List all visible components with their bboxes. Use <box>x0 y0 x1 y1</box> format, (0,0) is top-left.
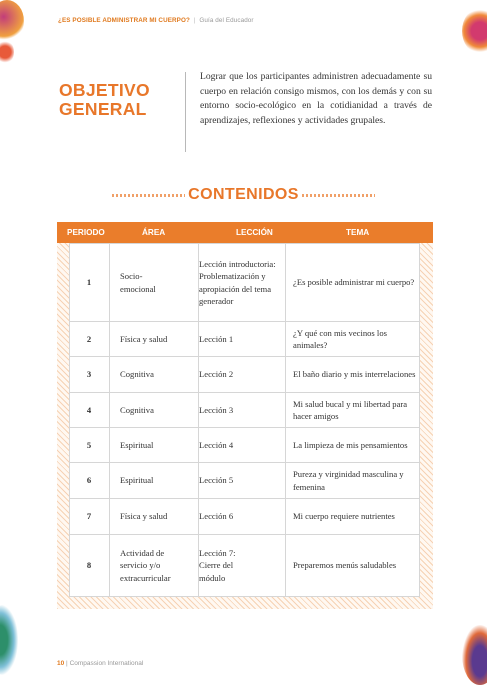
cell-leccion: Lección 4 <box>199 439 234 450</box>
table-grid <box>69 243 420 597</box>
objective-text: Lograr que los participantes administren adecuadamente su cuerpo en relación consigo mismos, con los demás y con su entorno socio-ecológico en la cotidianidad a través de aprendizajes, reflexiones y actividades grupales. <box>200 71 432 126</box>
header-tema: TEMA <box>346 228 370 237</box>
paint-splatter-bottom-right <box>462 625 487 685</box>
guide-title: ¿ES POSIBLE ADMINISTRAR MI CUERPO? <box>58 17 190 24</box>
paint-splatter-top-right <box>462 8 487 54</box>
paint-splatter-bottom-left <box>0 605 18 675</box>
header-area: ÁREA <box>142 228 166 237</box>
cell-tema: La limpieza de mis pensamientos <box>293 439 408 450</box>
header-periodo: PERIODO <box>67 228 105 237</box>
paint-splatter-top-left-2 <box>0 40 14 64</box>
cell-leccion-text: Lección 7: Cierre del módulo <box>199 547 236 583</box>
cell-periodo: 4 <box>86 404 92 415</box>
page-number: 10 <box>57 660 65 667</box>
cell-periodo: 1 <box>86 277 92 288</box>
cell-leccion-text: Lección introductoria: Problematización y apropiación del tema generador <box>199 258 276 306</box>
cell-leccion <box>199 244 279 321</box>
cell-periodo: 5 <box>86 439 92 450</box>
table-body-frame <box>57 243 433 609</box>
header-leccion: LECCIÓN <box>236 228 273 237</box>
cell-periodo: 8 <box>86 560 92 571</box>
objective-title-line2: GENERAL <box>59 99 147 119</box>
cell-tema: El baño diario y mis interrelaciones <box>293 369 416 380</box>
cell-tema: Mi cuerpo requiere nutrientes <box>293 511 395 522</box>
cell-area: Cognitiva <box>120 369 154 380</box>
cell-leccion: Lección 5 <box>199 475 234 486</box>
objective-divider <box>185 72 186 152</box>
cell-periodo: 6 <box>86 475 92 486</box>
cell-tema: Pureza y virginidad masculina y femenina <box>293 469 404 492</box>
title-dash-right <box>302 194 375 197</box>
table-row <box>70 499 419 535</box>
cell-tema: Preparemos menús saludables <box>293 560 397 571</box>
cell-leccion: Lección 1 <box>199 333 234 344</box>
cell-periodo: 7 <box>86 511 92 522</box>
cell-leccion <box>199 535 279 596</box>
table-row <box>70 244 419 322</box>
cell-area: Espiritual <box>120 439 154 450</box>
header-separator: | <box>193 17 196 24</box>
paint-splatter-top-left <box>0 0 24 42</box>
page-footer <box>57 660 143 667</box>
cell-tema: ¿Es posible administrar mi cuerpo? <box>293 277 415 288</box>
cell-leccion: Lección 6 <box>199 511 234 522</box>
cell-area <box>120 535 196 596</box>
cell-area: Física y salud <box>120 333 168 344</box>
cell-tema: ¿Y qué con mis vecinos los animales? <box>293 327 387 350</box>
table-row <box>70 428 419 463</box>
cell-area: Espiritual <box>120 475 154 486</box>
footer-separator: | <box>66 660 68 667</box>
cell-periodo: 2 <box>86 333 92 344</box>
table-row <box>70 535 419 596</box>
table-row <box>70 393 419 428</box>
running-header <box>58 17 254 24</box>
cell-leccion: Lección 2 <box>199 369 234 380</box>
cell-periodo: 3 <box>86 369 92 380</box>
table-row <box>70 322 419 357</box>
cell-area-text: Socio-emocional <box>120 271 156 294</box>
cell-tema: Mi salud bucal y mi libertad para hacer amigos <box>293 398 408 421</box>
guide-subtitle: Guía del Educador <box>199 17 254 24</box>
cell-leccion: Lección 3 <box>199 404 234 415</box>
cell-area-text: Actividad de servicio y/o extracurricular <box>120 547 171 583</box>
table-row <box>70 463 419 499</box>
contents-title: CONTENIDOS <box>188 186 299 203</box>
table-header <box>57 222 433 243</box>
objective-title <box>59 81 150 119</box>
cell-area <box>120 244 196 321</box>
footer-organization: Compassion International <box>69 660 144 667</box>
cell-area: Cognitiva <box>120 404 154 415</box>
table-row <box>70 357 419 393</box>
contents-table <box>57 222 433 609</box>
cell-area: Física y salud <box>120 511 168 522</box>
objective-title-line1: OBJETIVO <box>59 80 150 100</box>
